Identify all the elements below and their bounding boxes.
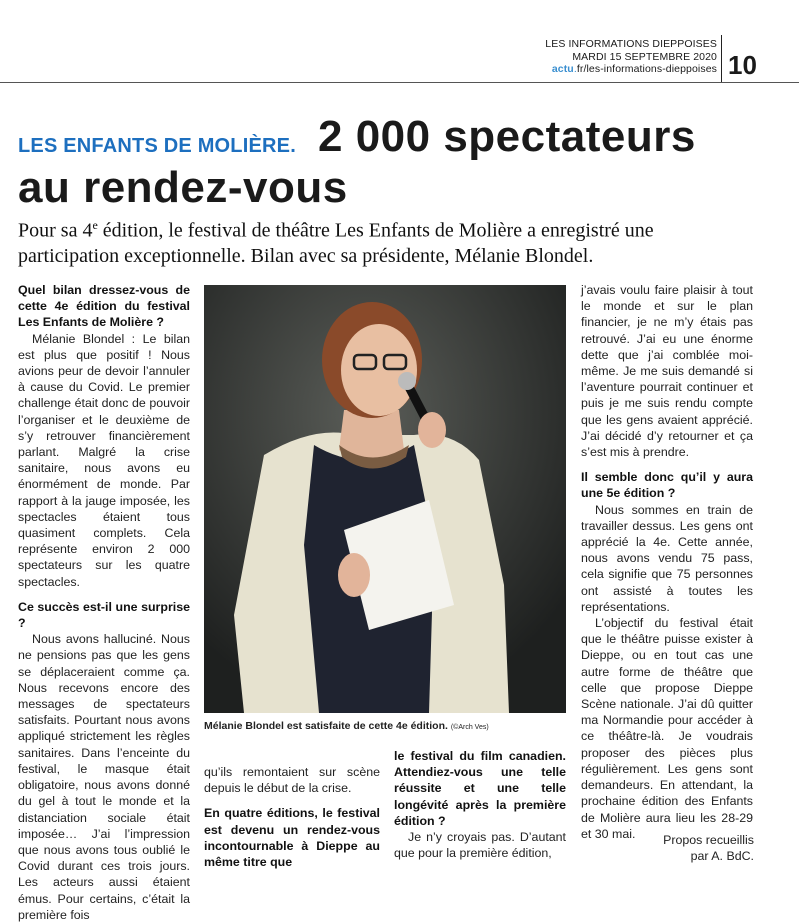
photo-credit: (©Arch Ves): [450, 724, 489, 731]
answer-2: Nous avons halluciné. Nous ne pensions pas que les gens se déplaceraient comme ça. Nous recevons encore des messages de spectateurs satisfaits. Pourtant nous avons appliqué strictement les règles sanitaires. Dans l’enceinte du festival, le masque était obligatoire, nous avons donné du gel à tout le monde et la distanciation sociale était imposée… J’ai l’impression que nous avons tous oublié le Covid durant ces trois jours. Les acteurs aussi étaient émus. Pour certains, c’était la première fois: [18, 632, 190, 922]
page-number: 10: [728, 50, 757, 80]
answer-4a: Nous sommes en train de travailler dessus. Les gens ont apprécié la 4e. Cette année, nous avons vendu 75 pass, cela signifie que 75 personnes ont assisté à toutes les représentations.: [581, 502, 753, 614]
header-rule: [0, 82, 799, 83]
column-2: [204, 764, 380, 870]
article-title-line1: 2 000 spectateurs: [318, 112, 696, 161]
answer-2-end: qu’ils remontaient sur scène depuis le début de la crise.: [204, 765, 380, 796]
question-3: En quatre éditions, le festival est devenu un rendez-vous incontournable à Dieppe au même titre que: [204, 806, 380, 870]
article-photo: [204, 285, 566, 713]
question-4: Il semble donc qu’il y aura une 5e édition ?: [581, 470, 753, 501]
column-4: [581, 282, 753, 842]
article-lead: Pour sa 4e édition, le festival de théâtre Les Enfants de Molière a enregistré une participation exceptionnelle. Bilan avec sa présidente, Mélanie Blondel.: [18, 218, 654, 267]
page-header: [545, 38, 717, 76]
site-link[interactable]: actu.fr/les-informations-dieppoises: [551, 63, 717, 75]
header-divider: [721, 35, 722, 83]
answer-3: Je n’y croyais pas. D’autant que pour la première édition,: [394, 830, 566, 861]
issue-date: MARDI 15 SEPTEMBRE 2020: [572, 50, 717, 63]
speaker-illustration: [204, 285, 566, 713]
publication-name: LES INFORMATIONS DIEPPOISES: [545, 38, 717, 50]
question-3-end: le festival du film canadien. Attendiez-vous une telle réussite et une telle longévité après la première édition ?: [394, 749, 566, 828]
article-kicker: LES ENFANTS DE MOLIÈRE.: [18, 135, 296, 157]
answer-4b: L’objectif du festival était que le théâtre puisse exister à Dieppe, ou en tout cas une autre forme de théâtre que celle que propose Dieppe Scène nationale. J’ai dû quitter ma Normandie pour accéder à ce théâtre-là. Je voudrais proposer des pièces plus régulièrement. Les gens sont demandeurs. En attendant, la prochaine édition des Enfants de Molière aura lieu les 28-29 et 30 mai.: [581, 616, 753, 841]
column-1: [18, 282, 190, 923]
photo-caption: Mélanie Blondel est satisfaite de cette 4e édition. (©Arch Ves): [204, 720, 489, 732]
answer-3-end: j’avais voulu faire plaisir à tout le monde et sur le plan financier, je ne m’y étais pas retrouvé. J’ai eu une énorme dette que j’ai comblée moi-même. Je me suis demandé si l’aventure pourrait continuer et puis je me suis rendu compte que les gens avaient apprécié. J’ai décidé d’y retourner et ça s’est mis à prendre.: [581, 283, 753, 460]
byline: Propos recueillis par A. BdC.: [663, 833, 754, 863]
column-3: [394, 748, 566, 861]
question-1: Quel bilan dressez-vous de cette 4e édition du festival Les Enfants de Molière ?: [18, 283, 190, 330]
answer-1: Mélanie Blondel : Le bilan est plus que positif ! Nous avions peur de devoir l’annuler à cause du Covid. Le premier challenge était donc de pouvoir l’organiser et le deuxième de s’y retrouver financièrement parlant. Malgré la crise sanitaire, nous avons eu énormément de monde. Par rapport à la jauge imposée, les spectacles étaient tous quasiment complets. Cela représente environ 2 000 spectateurs sur les quatre spectacles.: [18, 331, 190, 589]
question-2: Ce succès est-il une surprise ?: [18, 599, 190, 631]
article-title-line2: au rendez-vous: [18, 163, 348, 212]
